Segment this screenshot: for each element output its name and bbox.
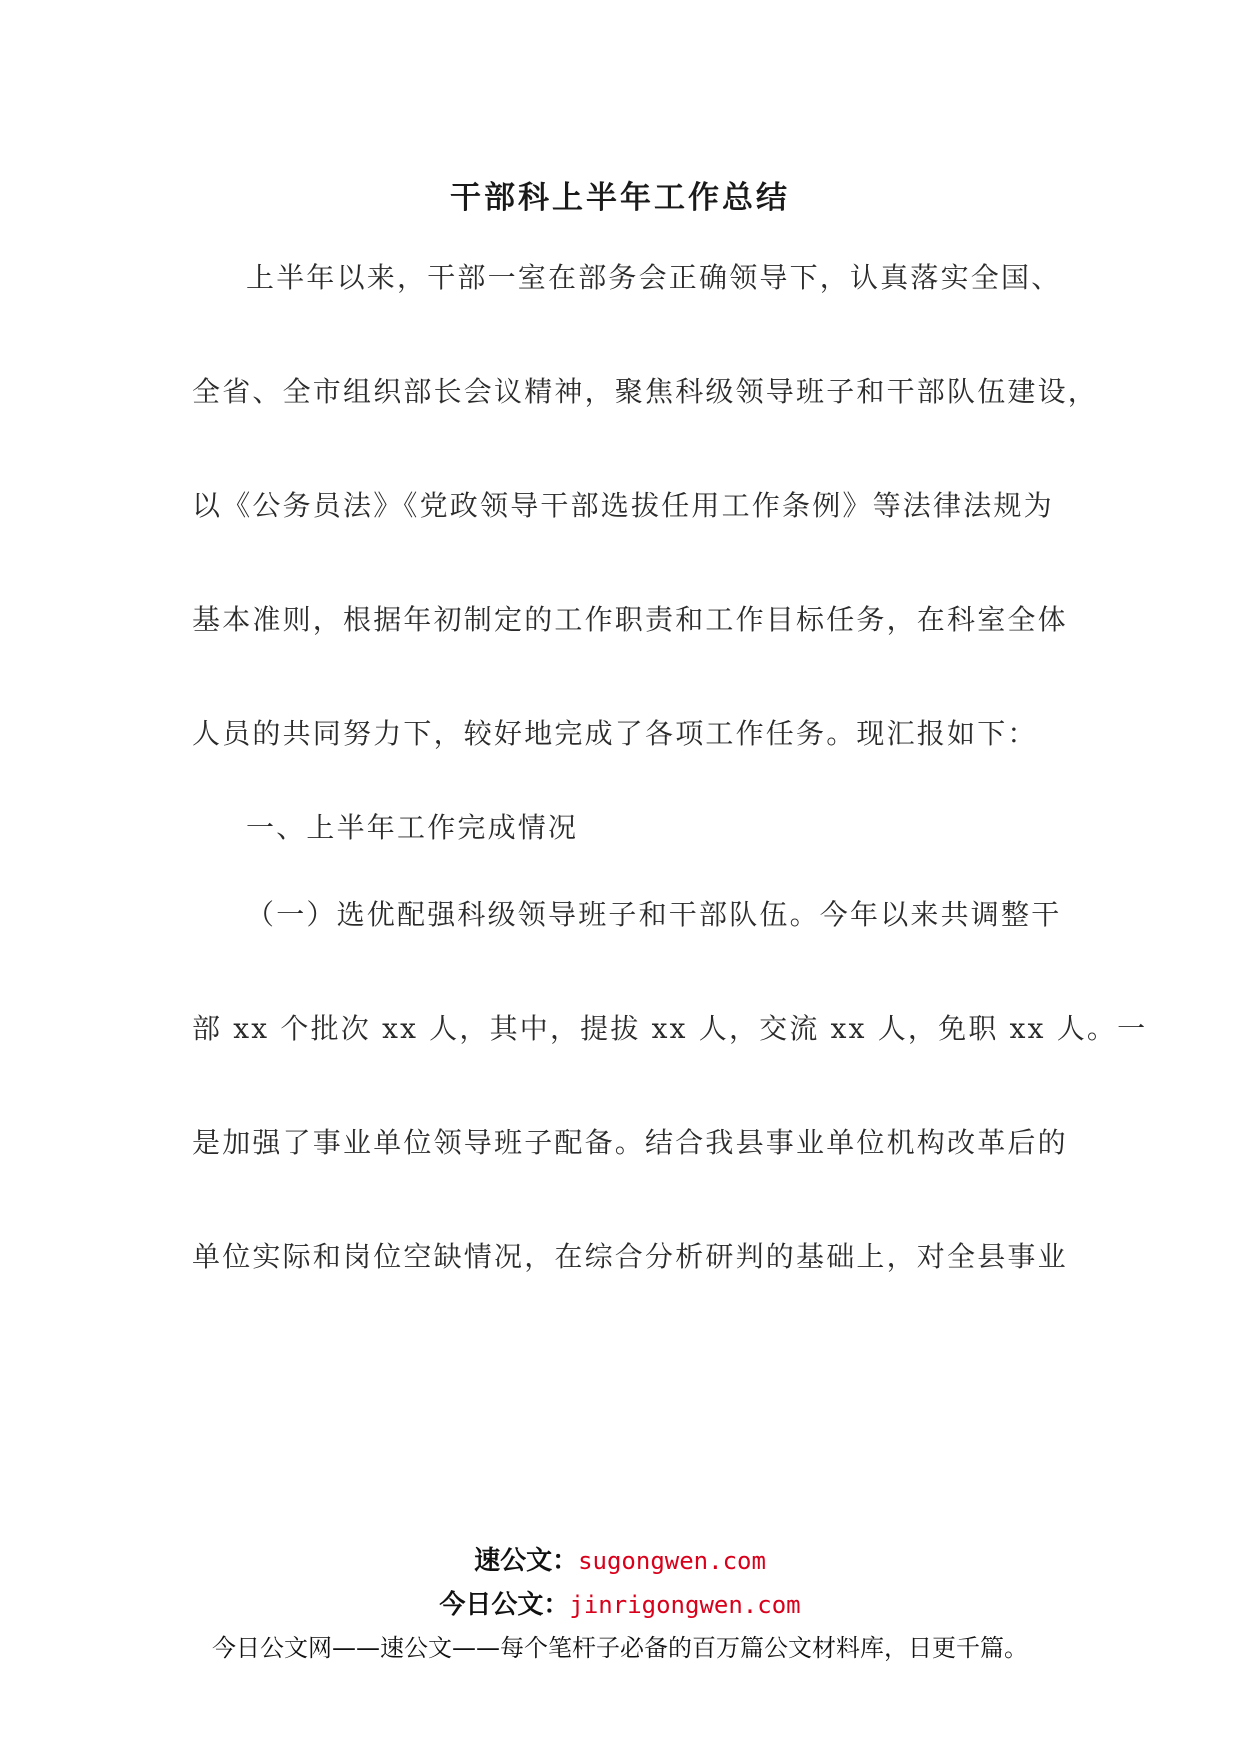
paragraph-line: 单位实际和岗位空缺情况，在综合分析研判的基础上，对全县事业 bbox=[192, 1240, 1068, 1273]
paragraph-line: 部 xx 个批次 xx 人，其中，提拔 xx 人，交流 xx 人，免职 xx 人。一 bbox=[192, 1012, 1148, 1045]
footer-site1-link[interactable]: sugongwen.com bbox=[578, 1547, 766, 1575]
paragraph-line: 全省、全市组织部长会议精神，聚焦科级领导班子和干部队伍建设， bbox=[192, 375, 1099, 408]
paragraph-line: （一）选优配强科级领导班子和干部队伍。今年以来共调整干 bbox=[246, 898, 1062, 931]
paragraph-line: 是加强了事业单位领导班子配备。结合我县事业单位机构改革后的 bbox=[192, 1126, 1068, 1159]
footer-site1 bbox=[0, 1540, 1240, 1577]
section-heading: 一、上半年工作完成情况 bbox=[246, 811, 579, 844]
footer-site2 bbox=[0, 1584, 1240, 1621]
footer-site2-label: 今日公文： bbox=[439, 1590, 570, 1620]
paragraph-line: 上半年以来，干部一室在部务会正确领导下，认真落实全国、 bbox=[246, 261, 1062, 294]
paragraph-line: 基本准则，根据年初制定的工作职责和工作目标任务，在科室全体 bbox=[192, 603, 1068, 636]
footer-site2-link[interactable]: jinrigongwen.com bbox=[569, 1591, 801, 1619]
footer-site1-label: 速公文： bbox=[474, 1546, 579, 1576]
footer-slogan: 今日公文网——速公文——每个笔杆子必备的百万篇公文材料库，日更千篇。 bbox=[212, 1634, 1028, 1662]
paragraph-line: 以《公务员法》《党政领导干部选拔任用工作条例》等法律法规为 bbox=[192, 489, 1054, 522]
page-title: 干部科上半年工作总结 bbox=[450, 180, 790, 216]
paragraph-line: 人员的共同努力下，较好地完成了各项工作任务。现汇报如下： bbox=[192, 717, 1038, 750]
